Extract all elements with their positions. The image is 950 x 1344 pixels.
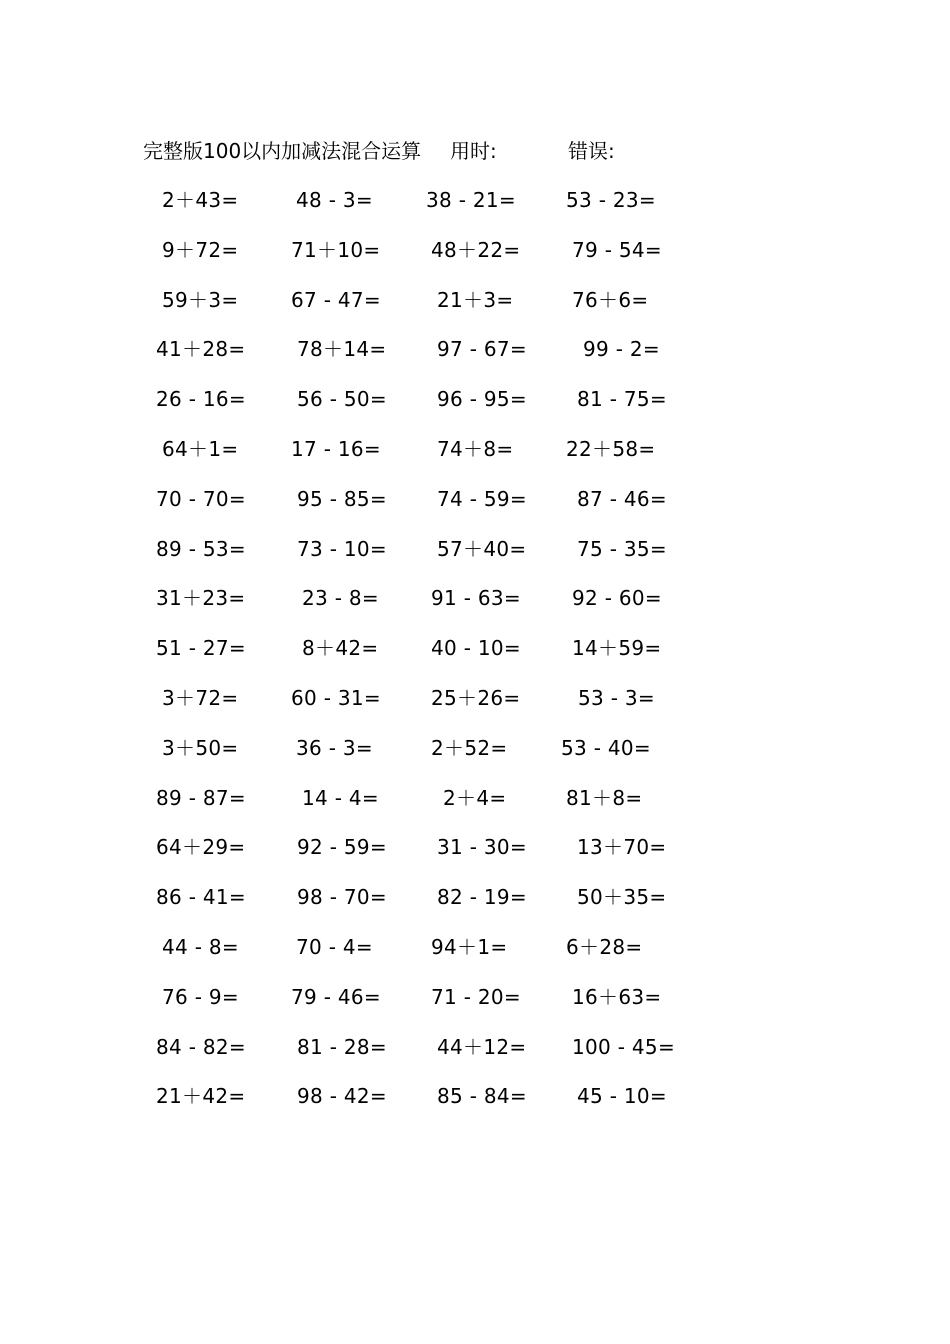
problem-item: 74 - 59= bbox=[437, 486, 527, 511]
problem-item: 89 - 53= bbox=[156, 536, 246, 561]
problem-item: 38 - 21= bbox=[426, 188, 516, 212]
problem-item: 98 - 70= bbox=[297, 885, 387, 910]
problem-item: 59＋3= bbox=[162, 287, 239, 312]
problem-item: 60 - 31= bbox=[291, 686, 381, 710]
problem-item: 14 - 4= bbox=[302, 785, 379, 810]
problem-item: 79 - 54= bbox=[572, 237, 662, 262]
problem-item: 23 - 8= bbox=[302, 586, 379, 611]
problem-item: 53 - 40= bbox=[561, 735, 651, 760]
problem-item: 13＋70= bbox=[577, 835, 667, 860]
problem-item: 71 - 20= bbox=[431, 984, 521, 1009]
worksheet-title: 完整版100以内加减法混合运算 bbox=[143, 139, 422, 163]
problem-item: 70 - 70= bbox=[156, 486, 246, 511]
problem-item: 64＋1= bbox=[162, 437, 239, 461]
problem-item: 2＋43= bbox=[162, 188, 239, 212]
problem-item: 78＋14= bbox=[297, 337, 387, 362]
problem-item: 26 - 16= bbox=[156, 387, 246, 412]
problem-item: 6＋28= bbox=[566, 935, 643, 959]
problem-item: 48＋22= bbox=[431, 237, 521, 262]
problem-item: 70 - 4= bbox=[296, 935, 373, 959]
problem-item: 44 - 8= bbox=[162, 935, 239, 959]
problem-item: 51 - 27= bbox=[156, 636, 246, 661]
problem-item: 76＋6= bbox=[572, 287, 649, 312]
problem-item: 45 - 10= bbox=[577, 1084, 667, 1109]
problem-item: 57＋40= bbox=[437, 536, 527, 561]
problem-item: 16＋63= bbox=[572, 984, 662, 1009]
problem-item: 81 - 75= bbox=[577, 387, 667, 412]
problem-item: 71＋10= bbox=[291, 237, 381, 262]
problem-item: 50＋35= bbox=[577, 885, 667, 910]
problem-item: 94＋1= bbox=[431, 935, 508, 959]
problem-item: 87 - 46= bbox=[577, 486, 667, 511]
problem-item: 82 - 19= bbox=[437, 885, 527, 910]
problem-item: 79 - 46= bbox=[291, 984, 381, 1009]
problem-item: 31＋23= bbox=[156, 586, 246, 611]
time-label: 用时: bbox=[450, 139, 497, 163]
problem-item: 97 - 67= bbox=[437, 337, 527, 362]
problem-item: 9＋72= bbox=[162, 237, 239, 262]
error-label: 错误: bbox=[568, 139, 615, 163]
problem-item: 53 - 23= bbox=[566, 188, 656, 212]
problem-item: 36 - 3= bbox=[296, 735, 373, 760]
problem-item: 99 - 2= bbox=[583, 337, 660, 362]
problem-item: 14＋59= bbox=[572, 636, 662, 661]
problem-item: 74＋8= bbox=[437, 437, 514, 461]
problem-item: 84 - 82= bbox=[156, 1034, 246, 1059]
problem-item: 81＋8= bbox=[566, 785, 643, 810]
problem-item: 73 - 10= bbox=[297, 536, 387, 561]
problem-item: 41＋28= bbox=[156, 337, 246, 362]
problem-item: 40 - 10= bbox=[431, 636, 521, 661]
problem-item: 25＋26= bbox=[431, 686, 521, 710]
problem-item: 2＋52= bbox=[431, 735, 508, 760]
problem-item: 76 - 9= bbox=[162, 984, 239, 1009]
problem-item: 96 - 95= bbox=[437, 387, 527, 412]
problem-item: 67 - 47= bbox=[291, 287, 381, 312]
problem-item: 86 - 41= bbox=[156, 885, 246, 910]
problem-item: 89 - 87= bbox=[156, 785, 246, 810]
problem-item: 3＋50= bbox=[162, 735, 239, 760]
problem-item: 92 - 60= bbox=[572, 586, 662, 611]
problem-item: 56 - 50= bbox=[297, 387, 387, 412]
problem-item: 98 - 42= bbox=[297, 1084, 387, 1109]
problem-item: 8＋42= bbox=[302, 636, 379, 661]
problem-item: 53 - 3= bbox=[578, 686, 655, 710]
problem-item: 48 - 3= bbox=[296, 188, 373, 212]
problem-item: 92 - 59= bbox=[297, 835, 387, 860]
problem-item: 75 - 35= bbox=[577, 536, 667, 561]
problem-item: 17 - 16= bbox=[291, 437, 381, 461]
problem-item: 3＋72= bbox=[162, 686, 239, 710]
problem-item: 21＋42= bbox=[156, 1084, 246, 1109]
problem-item: 31 - 30= bbox=[437, 835, 527, 860]
problem-item: 95 - 85= bbox=[297, 486, 387, 511]
problem-item: 81 - 28= bbox=[297, 1034, 387, 1059]
problem-item: 64＋29= bbox=[156, 835, 246, 860]
problem-item: 22＋58= bbox=[566, 437, 656, 461]
problem-item: 44＋12= bbox=[437, 1034, 527, 1059]
problem-item: 100 - 45= bbox=[572, 1034, 676, 1059]
problem-item: 85 - 84= bbox=[437, 1084, 527, 1109]
problem-item: 91 - 63= bbox=[431, 586, 521, 611]
problem-item: 2＋4= bbox=[443, 785, 507, 810]
problem-item: 21＋3= bbox=[437, 287, 514, 312]
